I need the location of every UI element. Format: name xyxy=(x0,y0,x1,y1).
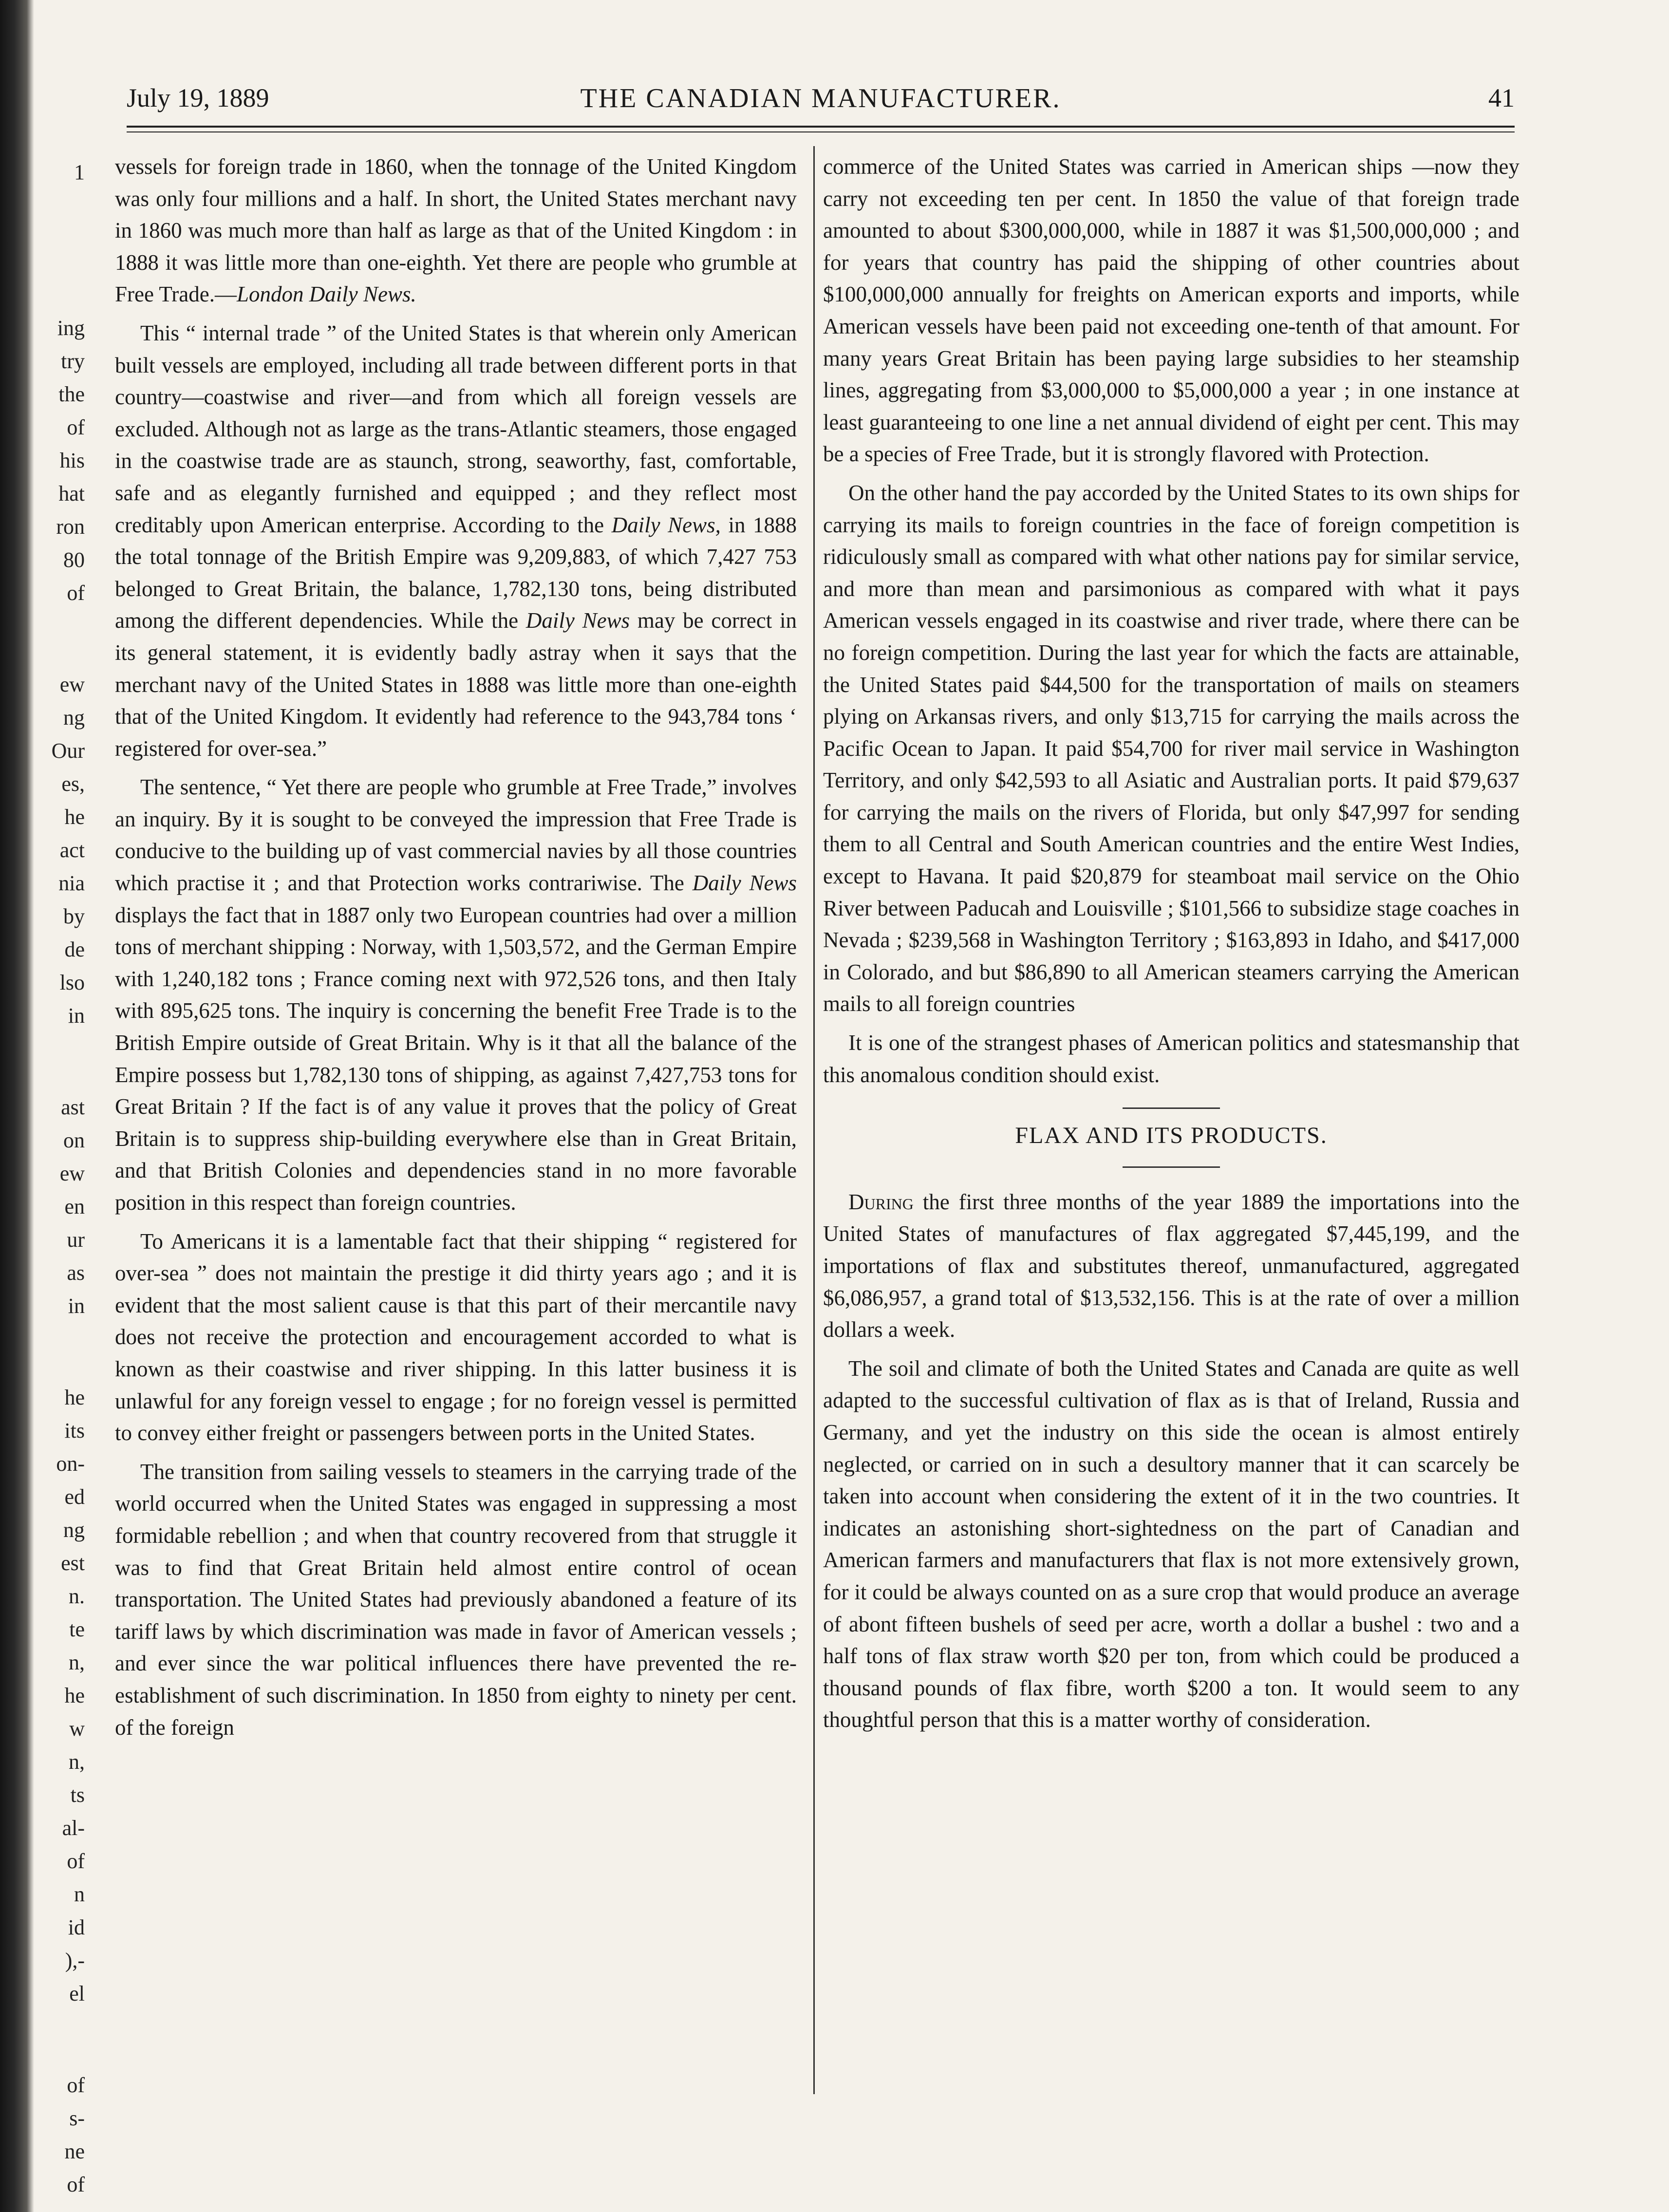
fragment-text: te xyxy=(69,1617,85,1641)
fragment-text: ts xyxy=(70,1783,85,1807)
page-number: 41 xyxy=(1488,83,1515,112)
paragraph-text: This “ internal trade ” of the United States is that wherein only American built vessels are employed, including all trade between different ports in that country—coastwise and river—and from which all foreign vessels are excluded. Although not as large as the trans-Atlantic steamers, those engaged in the coastwise trade are as staunch, strong, seaworthy, fast, comfortable, safe and as elegantly furnished and equipped ; and they reflect most creditably upon American enterprise. According to the xyxy=(115,320,797,537)
fragment-text: n, xyxy=(69,1650,85,1674)
section-rule xyxy=(1123,1166,1220,1168)
paragraph: It is one of the strangest phases of American politics and statesmanship that this anomalous condition should exist. xyxy=(823,1031,1519,1087)
paragraph-text: the first three months of the year 1889 the importations into the United States of manufactures of flax aggregated $7,445,199, and the importations of flax and substitutes thereof, unmanufactured, aggregated $6,086,957, a grand total of $13,532,156. This is at the rate of over a million dollars a week. xyxy=(823,1189,1519,1342)
fragment-text: 80 xyxy=(63,548,85,572)
fragment-text: ur xyxy=(67,1228,85,1252)
header-rule-thin xyxy=(127,131,1515,132)
fragment-text: ng xyxy=(63,1518,85,1542)
fragment-text: by xyxy=(63,904,85,928)
fragment-text: ew xyxy=(59,673,85,696)
paragraph-text: displays the fact that in 1887 only two European countries had over a million tons of merchant shipping : Norway, with 1,503,572, and the German Empire with 1,240,182 tons ; France coming next with 972,526 tons, and then Italy with 895,625 tons. The inquiry is concerning the benefit Free Trade is to the British Empire outside of Great Britain. Why is it that all the balance of the Empire possess but 1,782,130 tons of shipping, as against 7,427,753 tons for Great Britain ? If the fact is of any value it proves that the policy of Great Britain is to suppress ship-building everywhere else than in Great Britain, and that British Colonies and dependencies stand in no more favorable position in this respect than foreign countries. xyxy=(115,902,797,1215)
fragment-text: al- xyxy=(62,1816,85,1840)
fragment-text: of xyxy=(67,581,85,605)
fragment-text: w xyxy=(69,1717,85,1741)
paragraph xyxy=(115,151,797,311)
paragraph-text: vessels for foreign trade in 1860, when the tonnage of the United Kingdom was only four millions and a half. In short, the United States merchant navy in 1860 was much more than half as large as that of the United Kingdom : in 1888 it was little more than one-eighth. Yet there are people who grumble at Free Trade.— xyxy=(115,154,797,307)
fragment-text: the xyxy=(58,382,85,406)
publication-name: Daily News xyxy=(692,871,797,896)
adjacent-page-fragments xyxy=(36,0,85,2212)
fragment-text: ron xyxy=(56,515,85,539)
fragment-text: of xyxy=(67,1849,85,1873)
fragment-text: its xyxy=(64,1419,85,1443)
fragment-text: nia xyxy=(58,871,85,895)
paragraph: The transition from sailing vessels to steamers in the carrying trade of the world occurred when the United States was engaged in suppressing a most formidable rebellion ; and when that country recovered from that struggle it was to find that Great Britain held almost entire control of ocean transportation. The United States had previously abandoned a feature of its tariff laws by which discrimination was made in favor of American vessels ; and ever since the war political influences there have prevented the re-establishment of such discrimination. In 1850 from eighty to ninety per cent. of the foreign xyxy=(115,1459,797,1740)
fragment-text: en xyxy=(64,1195,85,1218)
fragment-text: in xyxy=(68,1294,85,1318)
fragment-text: on- xyxy=(56,1452,85,1476)
fragment-text: ew xyxy=(59,1162,85,1185)
fragment-text: on xyxy=(63,1128,85,1152)
fragment-text: est xyxy=(61,1551,85,1575)
fragment-text: n. xyxy=(69,1584,85,1608)
publication-name: Daily News, xyxy=(611,512,721,537)
publication-title: THE CANADIAN MANUFACTURER. xyxy=(580,83,1061,113)
right-column xyxy=(823,151,1519,2099)
page-header xyxy=(127,83,1515,122)
fragment-text: lso xyxy=(59,971,85,994)
fragment-text: ne xyxy=(64,2139,85,2163)
fragment-text: hat xyxy=(58,482,85,506)
fragment-text: es, xyxy=(61,772,85,796)
fragment-text: id xyxy=(68,1915,85,1939)
publication-name: Daily News xyxy=(525,608,630,633)
section-rule xyxy=(1123,1107,1220,1109)
fragment-text: try xyxy=(61,349,85,373)
fragment-text: his xyxy=(59,449,85,472)
paragraph: On the other hand the pay accorded by the United States to its own ships for carrying its mails to foreign countries in the face of foreign competition is ridiculously small as compared with what other nations pay for similar service, and more than mean and parsimonious as compared with what it pays American vessels engaged in its coastwise and river trade, where there can be no foreign competition. During the last year for which the facts are attainable, the United States paid $44,500 for the transportation of mails on steamers plying on Arkansas rivers, and only $13,715 for carrying the mails across the Pacific Ocean to Japan. It paid $54,700 for river mail service in Washington Territory, and only $42,593 to all Asiatic and Australian ports. It paid $79,637 for carrying the mails on the rivers of Florida, but only $47,997 for sending them to all Central and South American countries and the entire West Indies, except to Havana. It paid $20,879 for steamboat mail service on the Ohio River between Paducah and Louisville ; $101,566 to subsidize stage coaches in Nevada ; $239,568 in Washington Territory ; $163,893 in Idaho, and $417,000 in Colorado, and but $86,890 to all American steamers carrying the American mails to all foreign countries xyxy=(823,480,1519,1016)
section-title: FLAX AND ITS PRODUCTS. xyxy=(1015,1123,1328,1149)
fragment-text: he xyxy=(64,1386,85,1409)
fragment-text: of xyxy=(67,2173,85,2196)
paragraph-text: may be correct in its general statement, it is evidently badly astray when it says that the merchant navy of the United States in 1888 was little more than one-eighth that of the United Kingdom. It evidently had reference to the 943,784 tons ‘ registered for over-sea.” xyxy=(115,608,797,761)
fragment-text: n, xyxy=(69,1750,85,1774)
paragraph xyxy=(115,318,797,765)
fragment-text: ng xyxy=(63,706,85,730)
paragraph-text: The sentence, “ Yet there are people who grumble at Free Trade,” involves an inquiry. By it is sought to be conveyed the impression that Free Trade is conducive to the building up of vast commercial navies by all those countries which practise it ; and that Protection works contrariwise. The xyxy=(115,775,797,896)
fragment-text: s- xyxy=(69,2106,85,2130)
fragment-text: ed xyxy=(64,1485,85,1509)
fragment-text: he xyxy=(64,1684,85,1707)
fragment-text: n xyxy=(74,1882,85,1906)
fragment-text: de xyxy=(64,937,85,961)
paragraph xyxy=(823,1186,1519,1346)
fragment-text: in xyxy=(68,1004,85,1028)
header-rule xyxy=(127,126,1515,128)
fragment-text: 1 xyxy=(74,160,85,184)
source-citation: London Daily News. xyxy=(236,282,416,307)
paragraph: The soil and climate of both the United States and Canada are quite as well adapted to the successful cultivation of flax as is that of Ireland, Russia and Germany, and yet the industry on this side the ocean is almost entirely neglected, or carried on in such a desultory manner that it can scarcely be taken into account when considering the extent of it in the two countries. It indicates an astonishing short-sightedness on the part of Canadian and American farmers and manufacturers that flax is not more extensively grown, for it could be always counted on as a sure crop that would produce an average of abont fifteen bushels of seed per acre, worth a dollar a bushel : two and a half tons of flax straw worth $20 per ton, from which could be produced a thousand pounds of flax fibre, worth $200 a ton. It would seem to any thoughtful person that this is a matter worthy of consideration. xyxy=(823,1356,1519,1732)
book-binding-edge xyxy=(0,0,34,2212)
paragraph xyxy=(115,771,797,1218)
paragraph: To Americans it is a lamentable fact that their shipping “ registered for over-sea ” does not maintain the prestige it did thirty years ago ; and it is evident that the most salient cause is that this part of their mercantile navy does not receive the protection and encouragement accorded to what is known as their coastwise and river shipping. In this latter business it is unlawful for any foreign vessel to engage ; for no foreign vessel is permitted to convey either freight or passengers between ports in the United States. xyxy=(115,1229,797,1445)
fragment-text: he xyxy=(64,805,85,829)
fragment-text: el xyxy=(69,1982,85,2006)
paragraph: commerce of the United States was carried in American ships —now they carry not exceeding ten per cent. In 1850 the value of that foreign trade amounted to about $300,000,000, while in 1887 it was $1,500,000,000 ; and for years that country has paid the shipping of other countries about $100,000,000 annually for freights on American exports and imports, while American vessels have been paid not exceeding one-tenth of that amount. For many years Great Britain has been paying large subsidies to her steamship lines, aggregating from $3,000,000 to $5,000,000 a year ; in one instance at least guaranteeing to one line a net annual dividend of eight per cent. This may be a species of Free Trade, but it is strongly flavored with Protection. xyxy=(823,154,1519,467)
fragment-text: of xyxy=(67,415,85,439)
paragraph-text: in 1888 the total tonnage of the British Empire was 9,209,883, of which 7,427 753 belonged to Great Britain, the balance, 1,782,130 tons, being distributed among the different dependencies. While the xyxy=(115,512,797,633)
lead-word: During xyxy=(848,1189,914,1214)
left-column xyxy=(115,151,797,2099)
fragment-text: ),- xyxy=(65,1949,85,1972)
fragment-text: of xyxy=(67,2073,85,2097)
column-divider xyxy=(813,146,815,2094)
fragment-text: ast xyxy=(61,1095,85,1119)
issue-date: July 19, 1889 xyxy=(127,83,269,112)
fragment-text: Our xyxy=(51,739,85,763)
fragment-text: act xyxy=(59,838,85,862)
fragment-text: as xyxy=(67,1261,85,1285)
fragment-text: ing xyxy=(57,316,85,340)
